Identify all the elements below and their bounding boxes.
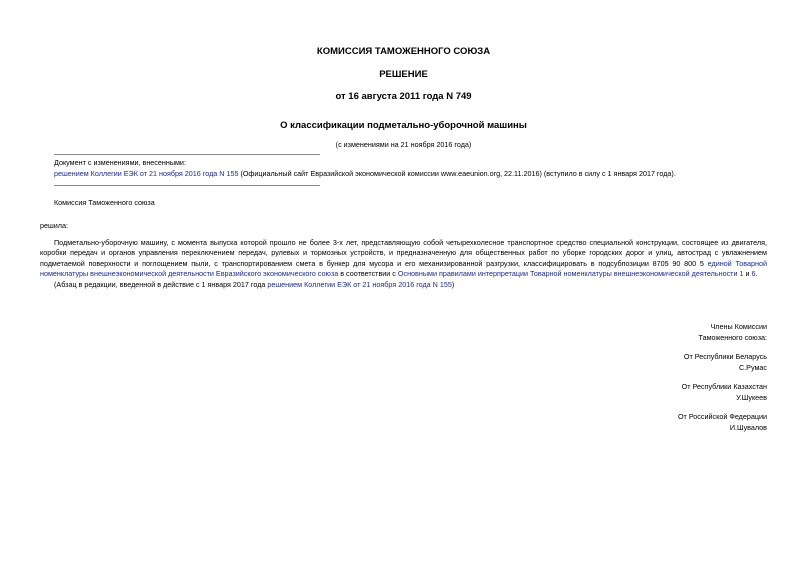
- commission-name: Комиссия Таможенного союза: [54, 198, 155, 207]
- main-paragraph-text1: Подметально-уборочную машину, с момента выпуска которой прошло не более 3-х лет, представляющую собой четырехколесное транспортное средство специальной конструкции, состоящее из двигателя, коробки передач и органов управления переключением передач, рулевых и тормозных устройств, и предназначенную для общественных работ по уборке городских дорог и улиц, автострад с увлажнением подметаемой поверхности и поглощением пыли, с транспортированием смета в бункер для мусора и его механизированной разгрузки, классифицировать в подсубпозиции 8705 90 800 5: [40, 238, 767, 268]
- divider-top: [54, 154, 320, 155]
- belarus-signatory: С.Румас: [738, 362, 767, 372]
- commission-members: [699, 322, 767, 343]
- edition-decision-link[interactable]: решением Коллегии ЕЭК от 21 ноября 2016 года N 155: [267, 280, 452, 289]
- amend-note-line2: [54, 169, 774, 180]
- members-line2: Таможенного союза:: [698, 332, 767, 342]
- main-paragraph-text4: .: [755, 268, 758, 278]
- amended-note: (с изменениями на 21 ноября 2016 года): [335, 140, 472, 149]
- kazakhstan-label: От Республики Казахстан: [681, 382, 767, 391]
- kazakhstan-signatory: У.Шукеев: [736, 392, 767, 402]
- members-line1: Члены Комиссии: [710, 322, 767, 331]
- signature-russia: [678, 412, 767, 433]
- tnved-link[interactable]: единой Товарной номенклатуры внешнеэкономической деятельности Евразийского экономического союза: [40, 258, 767, 278]
- russia-signatory: И.Шувалов: [729, 422, 767, 432]
- edition-note-text2: ): [451, 280, 455, 289]
- russia-label: От Российской Федерации: [677, 412, 767, 421]
- main-paragraph-text3: и: [743, 268, 752, 278]
- interpretation-rules-link[interactable]: Основными правилами интерпретации Товарной номенклатуры внешнеэкономической деятельности 1: [397, 268, 744, 278]
- signature-kazakhstan: [682, 382, 767, 403]
- signature-belarus: [684, 352, 767, 373]
- main-paragraph: [40, 238, 767, 279]
- amend-note: [54, 158, 774, 179]
- divider-bottom: [54, 185, 320, 186]
- amend-note-rest: (Официальный сайт Евразийской экономической комиссии www.eaeunion.org, 22.11.2016) (вступило в силу с 1 января 2017 года).: [238, 168, 676, 178]
- paragraph-edition-note: [54, 280, 454, 289]
- decided-label: решила:: [40, 221, 68, 230]
- amend-note-line1: Документ с изменениями, внесенными:: [54, 158, 186, 167]
- amend-decision-link[interactable]: решением Коллегии ЕЭК от 21 ноября 2016 года N 155: [54, 168, 239, 178]
- edition-note-text1: (Абзац в редакции, введенной в действие с 1 января 2017 года: [54, 280, 268, 289]
- main-paragraph-text2: в соответствии с: [338, 268, 398, 278]
- document-title: О классификации подметально-уборочной машины: [280, 120, 527, 131]
- rule-6-link[interactable]: 6: [751, 268, 756, 278]
- date-line: от 16 августа 2011 года N 749: [335, 91, 472, 102]
- decision-heading: РЕШЕНИЕ: [379, 69, 428, 80]
- belarus-label: От Республики Беларусь: [683, 352, 767, 361]
- commission-heading: КОМИССИЯ ТАМОЖЕННОГО СОЮЗА: [316, 46, 491, 57]
